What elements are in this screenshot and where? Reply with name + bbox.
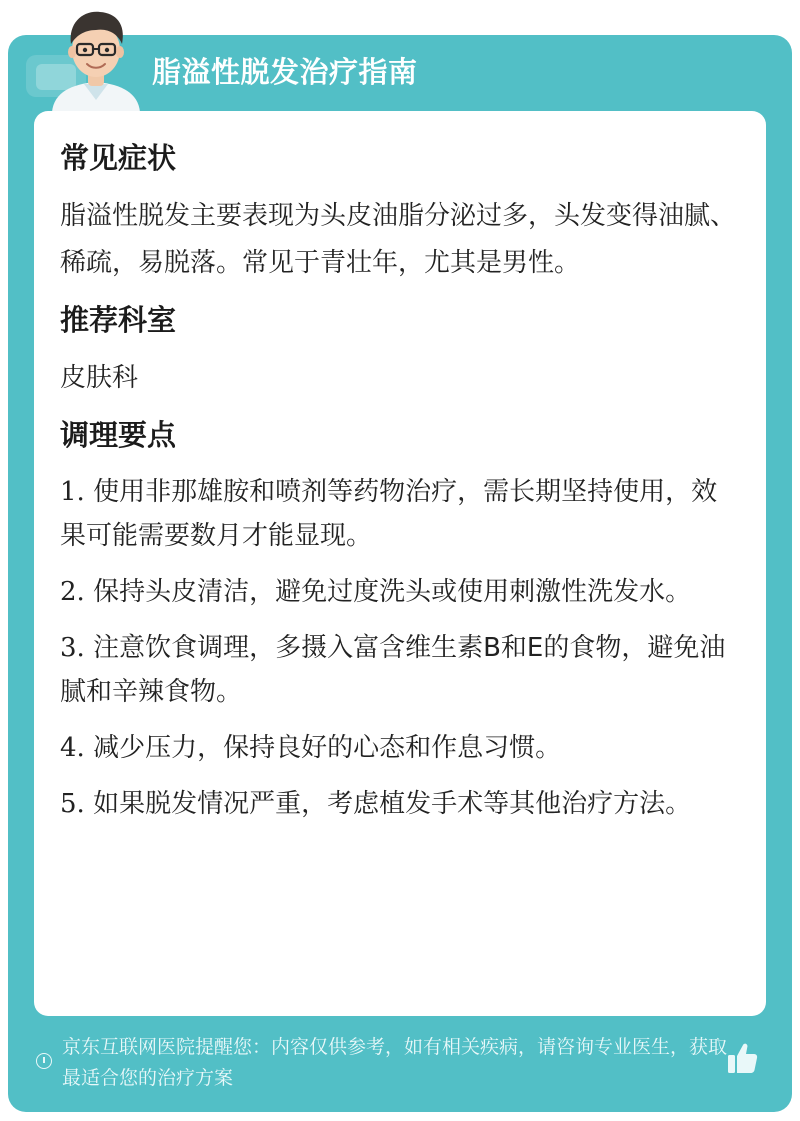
symptoms-text: 脂溢性脱发主要表现为头皮油脂分泌过多，头发变得油腻、稀疏，易脱落。常见于青壮年，尤其是男性。 [60,201,737,278]
section-title-care-points: 调理要点 [60,418,177,452]
list-item: 5. 如果脱发情况严重，考虑植发手术等其他治疗方法。 [60,789,692,819]
list-item: 3. 注意饮食调理，多摄入富含维生素B和E的食物，避免油腻和辛辣食物。 [60,633,726,707]
department-text: 皮肤科 [60,363,139,393]
doctor-avatar [44,4,148,112]
list-item: 2. 保持头皮清洁，避免过度洗头或使用刺激性洗发水。 [60,577,692,607]
list-item: 1. 使用非那雄胺和喷剂等药物治疗，需长期坚持使用，效果可能需要数月才能显现。 [60,477,718,551]
info-icon [36,1053,52,1069]
section-title-department: 推荐科室 [60,303,177,337]
content-card [34,111,766,1016]
footer-notice-text: 京东互联网医院提醒您：内容仅供参考，如有相关疾病，请咨询专业医生，获取最适合您的治疗方案 [62,1036,728,1089]
section-title-symptoms: 常见症状 [60,141,177,175]
list-item: 4. 减少压力，保持良好的心态和作息习惯。 [60,733,562,763]
page-title: 脂溢性脱发治疗指南 [152,55,418,89]
thumbs-up-icon[interactable] [726,1040,758,1076]
